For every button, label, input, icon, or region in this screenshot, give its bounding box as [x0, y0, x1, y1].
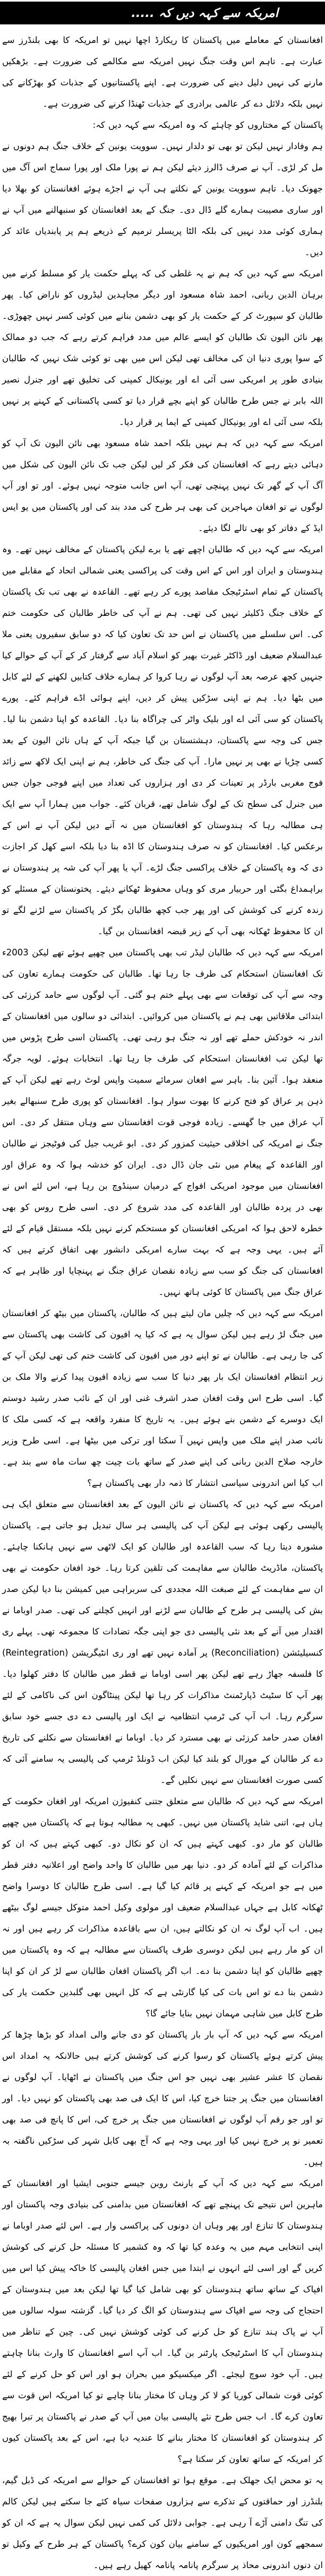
article-paragraph: امریکہ سے کہہ دیں کہ آپ کے بارنٹ روبن جیسے جنوبی ایشیا اور افغانستان کے ماہرین اس نتیجے تک پہنچے تھے کہ افغانستان میں بدامنی کی بنیادی وجہ پاکستان اور ہندوستان کا تنازع اور پھر وہاں ان دونوں کی پراکسی وار ہے۔ اس لئے صدر اوباما نے اپنی انتخابی مہم میں یہ وعدہ کیا تھا کہ وہ کشمیر کا مسئلہ حل کرنے کی کوشش کریں گے اور اسی لئے انہوں نے ابتدا میں جس افغان پالیسی کا خاکہ پیش کیا اس میں افپاک کے ساتھ ساتھ ہندوستان کو بھی شامل کیا گیا تھا لیکن بعد میں ہندوستان کے احتجاج کی وجہ سے افپاک سے ہندوستان کو الگ کر دیا گیا۔ گزشتہ سولہ سالوں میں آپ نے پاک ہند تنازع کو حل کرنے کی کوئی کوشش نہیں کی۔ چین کے تناظر میں ہندوستان آپ کا اسٹرٹیجک پارٹنر بن گیا۔ اب آپ اسے افغانستان کا وارث بنانا چاہتے ہیں۔ آپ خود سوچ لیجئے۔ اگر میکسیکو میں بحران ہو اور اس کو حل کرنے کے لئے کوئی قوت شمالی کوریا کو لا کر وہاں کا مختار بنانا چاہے تو کیا امریکہ اس قوت سے تعاون کرے گا۔ اب جس طرح نئے پالیسی بیان میں آپ کے صدر نے پاکستان پر تبرا بھیج کر ہندوستان کو افغانستان کا مختار بنانے کا عندیہ دیا ہے، اس کے بعد پاکستان کیوں کر امریکہ کے ساتھ تعاون کر سکتا ہے؟	[2, 2178, 323, 2464]
article-paragraph: امریکہ سے کہہ دیں کہ طالبان لیڈر تب بھی پاکستان میں چھپے ہوئے تھے لیکن 2003ء تک افغانستان استحکام کی طرف جا رہا تھا۔ طالبان کی حکومت ہمارے تعاون کی وجہ سے آپ کی توقعات سے بھی پہلے ختم ہو گئی۔ آپ لوگوں سے حامد کرزئی کی ابتدائی ملاقاتیں بھی ہم نے پاکستان میں کروائیں۔ ابتدائی دو سالوں میں افغانستان کے اندر نہ خودکش حملے تھے اور نہ جنگ ہو رہی تھی۔ پاکستان اسی طرح پڑوس میں تھا لیکن تب افغانستان استحکام کی طرف جا رہا تھا۔ انتخابات ہوئے۔ لویہ جرگہ منعقد ہوا۔ آئین بنا۔ باہر سے افغان سرمائے سمیت واپس لوٹ رہے تھے لیکن آپ کے ذہن پر عراق کو فتح کرنے کا بھوت سوار ہوا۔ افغانستان کو پوری طرح سنبھالے بغیر آپ عراق میں جا گھسے۔ زیادہ فوجی قوت افغانستان سے وہاں منتقل کر دی۔ اس جنگ نے امریکہ کی اخلاقی حیثیت کمزور کر دی۔ ابو غریب جیل کی فوٹیجز نے طالبان اور القاعدہ کے پیغام میں نئی جان ڈال دی۔ ایران کو خدشہ ہوا کہ وہ عراق اور افغانستان میں موجود امریکی افواج کے درمیان سینڈوچ بن رہا ہے، اس لئے اس نے بھی در پردہ طالبان اور القاعدہ کی مدد شروع کر دی۔ اسی طرح روس کو بھی خطرہ لاحق ہوا کہ امریکی افغانستان کو مستحکم کرنے نہیں بلکہ مستقل قیام کے لئے آئے ہیں۔ یہی وجہ ہے کہ بہت سارے امریکی دانشور بھی اتفاق کرتے ہیں کہ افغانستان کی جنگ کو سب سے زیادہ نقصان عراق جنگ نے پہنچایا اور ظاہر ہے کہ عراق جنگ میں پاکستان کا کوئی ہاتھ نہیں۔	[2, 947, 323, 1297]
article-paragraph: امریکہ سے کہہ دیں کہ طالبان سے متعلق جتنی کنفیوژن امریکہ اور افغان حکومت کے ہاں ہے، اتنی شاید پاکستان میں نہیں۔ کبھی یہ مطالبہ ہوتا ہے کہ پاکستان میں چھپے طالبان کو مار دو۔ کبھی کہتے ہیں کہ ان کو نکال دو۔ کبھی کہتے ہیں کہ ان کو مذاکرات کے لئے آمادہ کر دو۔ دنیا بھر میں طالبان کا واحد واضح اور اعلانیہ دفتر قطر میں ہے جو امریکہ کے کہنے پر قائم کیا گیا ہے۔ اسی طرح طالبان کا دوسرا واضح ٹھکانہ کابل ہے جہاں عبدالسلام ضعیف اور مولوی وکیل احمد متوکل جیسے لوگ بیٹھے ہیں۔ اب آپ لوگ نہ ان کو نکالتے ہیں، ان سے باقاعدہ مذاکرات کر رہے ہیں اور نہ ان کو مار رہے ہیں لیکن دوسری طرف پاکستان سے مطالبہ ہے کہ وہ پاکستان میں چھپے طالبان کو اپنا دشمن بنا دے۔ اب اگر پاکستان افغان طالبان سے لڑ کر ان کو اپنا دشمن بنا دے تو اس بات کی کیا گارنٹی ہے کہ کل انہیں بھی گلبدین حکمت یار کی طرح کابل میں شاہی مہمان نہیں بنایا جائے گا؟	[2, 1796, 323, 2018]
article-paragraph: امریکہ سے کہہ دیں کہ ہم نے یہ غلطی کی کہ پہلے حکمت یار کو مسلط کرنے میں برہان الدین ربانی، احمد شاہ مسعود اور دیگر مجاہدین لیڈروں کو ناراض کیا۔ پھر طالبان کو سپورٹ کر کے حکمت یار کو بھی دشمن بنانے میں کوئی کسر نہیں چھوڑی۔ پھر نائن الیون تک طالبان کو ایسے عالم میں مدد فراہم کرتے رہے کہ جب دو ممالک کے سوا پوری دنیا ان کی مخالف تھی لیکن اس میں بھی تو کوئی شک نہیں کہ طالبان بنیادی طور پر امریکی سی آئی اے اور یونیکال کمپنی کی تخلیق تھے اور جنرل نصیر اللہ بابر نے جس طرح طالبان کو اپنے بچے قرار دیا تو کسی پاکستانی کے کہنے پر نہیں بلکہ سی آئی اے اور یونیکال کمپنی کے ایما پر قرار دیا۔	[2, 268, 323, 427]
article-paragraph: امریکہ سے کہہ دیں کہ پاکستان نے نائن الیون کے بعد افغانستان سے متعلق ایک ہی پالیسی رکھی ہوئی ہے لیکن آپ کی پالیسی ہر سال تبدیل ہو جاتی ہے۔ پاکستان مشورہ دیتا رہا کہ سب القاعدہ اور طالبان کو ایک لاٹھی سے نہیں ہانکنا چاہئے۔ پاکستان، ماڈریٹ طالبان سے مفاہمت کی تلقین کرتا رہا۔ خود افغان حکومت نے بھی ان سے مفاہمت کے لئے صبغت اللہ مجددی کی سربراہی میں کمیشن بنا دیا لیکن صدر بش کی پالیسی ہر طرح کے طالبان سے لڑنے اور انہیں کچلنے کی تھی۔ صدر اوباما نے اقتدار میں آنے کے بعد نئی پالیسی دی جو اپنی جگہ تضادات کا مجموعہ تھی۔ پہلے ری کنسیلیئشن (Reconciliation) پر آمادہ نہیں تھے اور ری انٹیگریشن (Reintegration) کا فلسفہ جھاڑ رہے تھے لیکن پھر اسی اوباما نے قطر میں طالبان کا دفتر کھلوا دیا۔ پھر آپ کا سٹیٹ ڈپارٹمنٹ مذاکرات کر رہا تھا لیکن پینٹاگون اس کی ناکامی کے لئے سرگرم رہا۔ اب آپ کی ٹرمپ انتظامیہ نے ایک اور پالیسی دے دی جسے خود سابق افغان صدر حامد کرزئی نے بھی مسترد کر دیا۔ اوباما نے افغانستان سے نکلنے کی تاریخ دے کر طالبان کے مورال کو بلند کیا لیکن اب ڈونلڈ ٹرمپ کی پالیسی یہ سامنے آئی کہ کسی صورت افغانستان سے نہیں نکلیں گے۔	[2, 1499, 323, 1785]
article-paragraph: ہم وفادار نہیں لیکن تو بھی تو دلدار نہیں۔ سوویت یونین کے خلاف جنگ ہم دونوں نے مل کر لڑی۔ آپ نے صرف ڈالرز دیئے لیکن ہم نے پورا ملک اور پورا سماج اس آگ میں جھونک دیا۔ تاہم سوویت یونین کے نکلتے ہی آپ نے اجڑے ہوئے افغانستان کو بھلا دیا اور ساری مصیبت ہمارے گلے ڈال دی۔ جنگ کے بعد افغانستان کو سنبھالنے میں آپ نے ہماری کوئی مدد نہیں کی بلکہ الٹا پریسلر ترمیم کے ذریعے ہم پر پابندیاں عائد کر دیں۔	[2, 141, 323, 257]
article-title-bar	[0, 2, 325, 24]
article-paragraph: امریکہ سے کہہ دیں کہ چلیں مان لیتے ہیں کہ طالبان، پاکستان میں بیٹھ کر افغانستان میں جنگ لڑ رہے ہیں لیکن سوال یہ ہے کہ کیا یہ افیون کی کاشت بھی پاکستان سے کی جا رہی ہے۔ طالبان نے تو اپنے دور میں افیون کی کاشت ختم کی تھی لیکن آپ کے زیر انتظام افغانستان ایک بار پھر دنیا کا سب سے زیادہ افیون پیدا کرنے والا ملک بن گیا۔ اسی طرح اس وقت افغان صدر اشرف غنی اور ان کے نائب صدر رشید دوستم ایک دوسرے کے دشمن بنے ہوئے ہیں۔ یہ تاریخ کا منفرد واقعہ ہے کہ کسی ملک کا نائب صدر اپنے ملک میں واپس نہیں آ سکتا اور ترکی میں بیٹھا ہے۔ اسی طرح وزیر خارجہ صلاح الدین ربانی کی اپنے صدر کے ساتھ بات چیت چھ سات ماہ سے بند ہے۔ اب کیا اس اندرونی سیاسی انتشار کا ذمہ دار بھی پاکستان ہے؟	[2, 1308, 323, 1488]
article-paragraph: امریکہ سے کہہ دیں کہ آپ بار بار پاکستان کو دی جانے والی امداد کو بڑھا چڑھا کر پیش کرتے ہوئے پاکستان کو رسوا کرنے کی کوشش کرتے ہیں حالانکہ یہ امداد اس نقصان کا عشر عشیر بھی نہیں جو اس جنگ میں پاکستان نے اٹھایا۔ آپ لوگوں نے افغانستان میں جنگ پر جتنا خرچ کیا، اس کا ایک فی صد بھی پاکستان کو نہیں دیا۔ اور تو اور جو رقم آپ لوگوں نے افغانستان میں جنگ پر خرچ کی، اس کا پانچ فی صد بھی تعمیر نو پر خرچ نہیں کیا اور یہی وجہ ہے کہ آج بھی کابل شہر کی سڑکیں ناگفتہ بہ ہیں۔	[2, 2030, 323, 2167]
article-paragraph: یہ تو محض ایک جھلک ہے۔ موقع ہوا تو افغانستان کے حوالے سے امریکہ کی ڈبل گیم، بلنڈرز اور حماقتوں کے تذکرے سے ہزاروں صفحات سیاہ کئے جا سکتے ہیں لیکن کالم کی تنگ دامنی آڑے آ رہی ہے۔ جوابی دلائل کی کمی نہیں لیکن سوال یہ ہے کہ ان کو سمجھے کون اور امریکیوں کے سامنے بیان کون کرے؟ پاکستان کے ہر طرح کے وکیل تو ان دنوں اندرونی محاذ پر سرگرم پانامہ پانامہ کھیل رہے ہیں۔	[2, 2475, 323, 2570]
article-body	[0, 24, 325, 2576]
article-paragraph: امریکہ سے کہہ دیں کہ ہم نہیں بلکہ احمد شاہ مسعود بھی نائن الیون تک آپ کو دہائی دیتے رہے کہ افغانستان کی فکر کر لیں لیکن جب تک نائن الیون کی شکل میں آگ آپ کے گھر تک نہیں پہنچی تھی، آپ اس جانب متوجہ نہیں ہوئے۔ اور تو اور آپ لوگوں نے تو افغان مہاجرین کی بھی ہر طرح کی مدد بند کی اور پاکستان میں یو ایس ایڈ کے دفاتر کو بھی تالے لگا دیئے۔	[2, 438, 323, 533]
article-title: امریکہ سے کہہ دیں کہ .....	[131, 6, 278, 20]
article-paragraph: افغانستان کے معاملے میں پاکستان کا ریکارڈ اچھا نہیں تو امریکہ کا بھی بلنڈرز سے عبارت ہے۔ تاہم اس وقت جنگ نہیں امریکہ سے مکالمے کی ضرورت ہے۔ بڑھکیں مارنے کی نہیں دلیل دینے کی ضرورت ہے۔ اپنے پاکستانیوں کے جذبات کو بھڑکانے کی نہیں بلکہ دلائل دے کر عالمی برادری کے جذبات ٹھنڈا کرنے کی ضرورت ہے۔	[2, 35, 323, 109]
article-page	[0, 2, 325, 2570]
article-paragraph: امریکہ سے کہہ دیں کہ طالبان اچھے تھے یا برے لیکن پاکستان کے مخالف نہیں تھے۔ وہ ہندوستان و ایران اور اس کے اس وقت کی پراکسی یعنی شمالی اتحاد کے مقابلے میں پاکستان کے تمام اسٹرٹیجک مقاصد پورے کر رہے تھے۔ القاعدہ نے بھی تب تک پاکستان کے خلاف جنگ ڈکلیئر نہیں کی تھی۔ ہم نے آپ کی خاطر طالبان کی حکومت ختم کی۔ اس سلسلے میں پاکستان نے اس حد تک تعاون کیا کہ دو سابق سفیروں یعنی ملا عبدالسلام ضعیف اور ڈاکٹر غیرت بھیر کو اسلام آباد سے گرفتار کر کے آپ کے حوالے کیا جنہیں کچھ عرصہ بعد آپ لوگوں نے رہا کروا کر ہمارے خلاف کتابیں لکھنے کے لئے کابل میں بٹھا دیا۔ ہم نے اپنی سڑکیں پیش کر دیں، اپنے ہوائی اڈے فراہم کئے۔ پورے پاکستان کو سی آئی اے اور بلیک واٹر کی چراگاہ بنا دیا۔ القاعدہ کو اپنا دشمن بنا لیا۔ جس کی وجہ سے پاکستان، دہشتستان بن گیا جبکہ آپ کے ہاں نائن الیون کے بعد کسی چڑیا نے بھی پر نہیں مارا۔ آپ کی جنگ کی خاطر، ہم نے اپنی ایک لاکھ سے زائد فوج مغربی بارڈر پر تعینات کر دی اور ہزاروں کی تعداد میں اپنے فوجی جوان جس میں جنرل کی سطح تک کے لوگ شامل تھے، قربان کئے۔ جواب میں ہمارا آپ سے ایک ہی مطالبہ رہا کہ ہندوستان کو افغانستان میں نہ آنے دیں لیکن آپ نے اس کے برعکس کیا۔ افغانستان کو نہ صرف ہندوستان کا اڈہ بنا دیا بلکہ اسے کھل کر اجازت دی کہ وہ پاکستان کے خلاف پراکسی جنگ لڑے۔ آپ یا پھر آپ کی شہ پر ہندوستان نے براہمداغ بگٹی اور حربیار مری کو وہاں محفوظ ٹھکانے دیئے۔ پختونستان کے مسئلے کو زندہ کرنے کی کوشش کی اور پھر جب کچھ طالبان بگڑ کر پاکستان سے لڑنے لگے تو ان کا محفوظ ٹھکانہ بھی آپ کے زیر قبضہ افغانستان بن گیا۔	[2, 544, 323, 936]
article-paragraph: پاکستان کے مختاروں کو چاہئے کہ وہ امریکہ سے کہہ دیں کہ:	[92, 120, 323, 130]
